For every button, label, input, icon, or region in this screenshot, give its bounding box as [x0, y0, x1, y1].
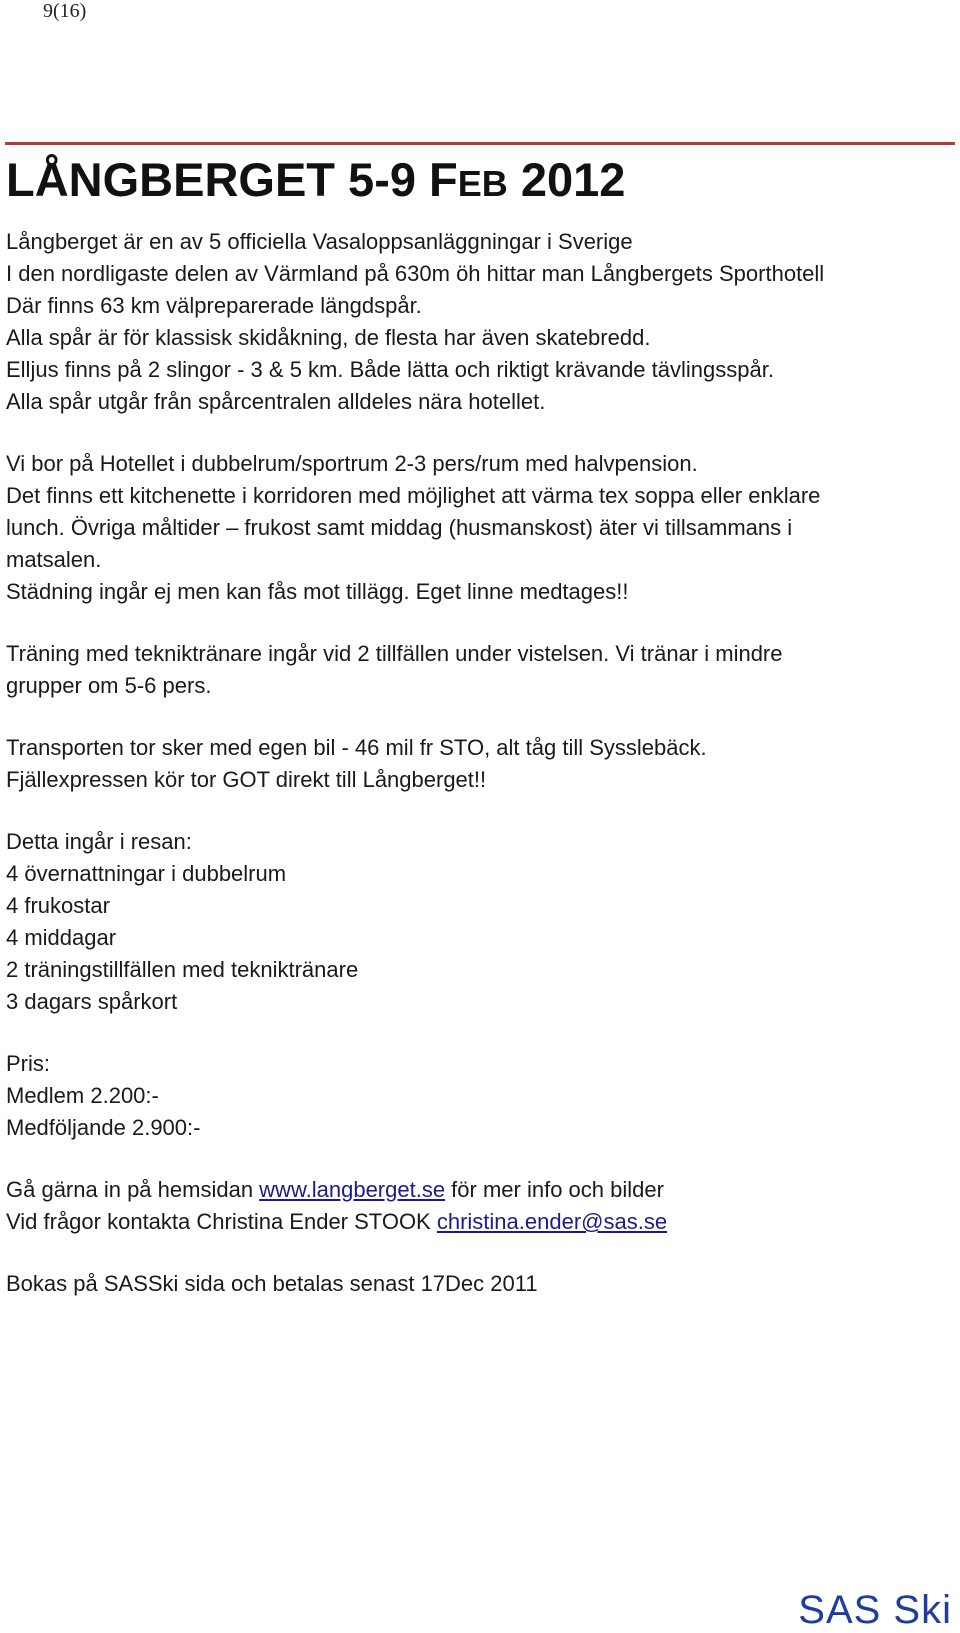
intro-line: Elljus finns på 2 slingor - 3 & 5 km. Både lätta och riktigt krävande tävlingsspår. [6, 357, 774, 382]
included-heading: Detta ingår i resan: [6, 829, 192, 854]
price-heading: Pris: [6, 1051, 50, 1076]
intro-line: Alla spår är för klassisk skidåkning, de flesta har även skatebredd. [6, 325, 651, 350]
website-line [6, 1176, 664, 1204]
included-item: 2 träningstillfällen med tekniktränare [6, 957, 359, 982]
included-item: 4 frukostar [6, 893, 110, 918]
booking-line: Bokas på SASSki sida och betalas senast 17Dec 2011 [6, 1271, 538, 1296]
accommodation-line: Det finns ett kitchenette i korridoren med möjlighet att värma tex soppa eller enklare [6, 483, 821, 508]
accommodation-line: matsalen. [6, 547, 102, 572]
intro-line: I den nordligaste delen av Värmland på 630m öh hittar man Långbergets Sporthotell [6, 261, 825, 286]
included-item: 3 dagars spårkort [6, 989, 178, 1014]
email-link[interactable]: christina.ender@sas.se [436, 1209, 668, 1234]
price-companion: Medföljande 2.900:- [6, 1115, 201, 1140]
title-rule [5, 142, 955, 145]
accommodation-line: lunch. Övriga måltider – frukost samt middag (husmanskost) äter vi tillsammans i [6, 515, 793, 540]
website-suffix: för mer info och bilder [445, 1177, 664, 1202]
included-item: 4 middagar [6, 925, 117, 950]
training-line: grupper om 5-6 pers. [6, 673, 212, 698]
brand-logo: SAS Ski [798, 1588, 952, 1632]
training-line: Träning med tekniktränare ingår vid 2 tillfällen under vistelsen. Vi tränar i mindre [6, 641, 783, 666]
accommodation-line: Vi bor på Hotellet i dubbelrum/sportrum 2-3 pers/rum med halvpension. [6, 451, 698, 476]
price-member: Medlem 2.200:- [6, 1083, 159, 1108]
page-number: 9(16) [43, 0, 87, 22]
transport-line: Transporten tor sker med egen bil - 46 mil fr STO, alt tåg till Sysslebäck. [6, 735, 707, 760]
intro-line: Där finns 63 km välpreparerade längdspår. [6, 293, 422, 318]
website-link[interactable]: www.langberget.se [259, 1177, 446, 1202]
intro-line: Alla spår utgår från spårcentralen alldeles nära hotellet. [6, 389, 546, 414]
title-year: 2012 [507, 153, 626, 206]
title-smallcaps: EB [457, 163, 508, 204]
website-prefix: Gå gärna in på hemsidan [6, 1177, 260, 1202]
accommodation-line: Städning ingår ej men kan fås mot tillägg. Eget linne medtages!! [6, 579, 629, 604]
contact-prefix: Vid frågor kontakta Christina Ender STOOK [6, 1209, 437, 1234]
title-main: LÅNGBERGET 5-9 F [6, 153, 458, 206]
intro-line: Långberget är en av 5 officiella Vasaloppsanläggningar i Sverige [6, 229, 633, 254]
transport-line: Fjällexpressen kör tor GOT direkt till Långberget!! [6, 767, 487, 792]
contact-line [6, 1208, 667, 1236]
page-title [6, 152, 625, 207]
included-item: 4 övernattningar i dubbelrum [6, 861, 287, 886]
